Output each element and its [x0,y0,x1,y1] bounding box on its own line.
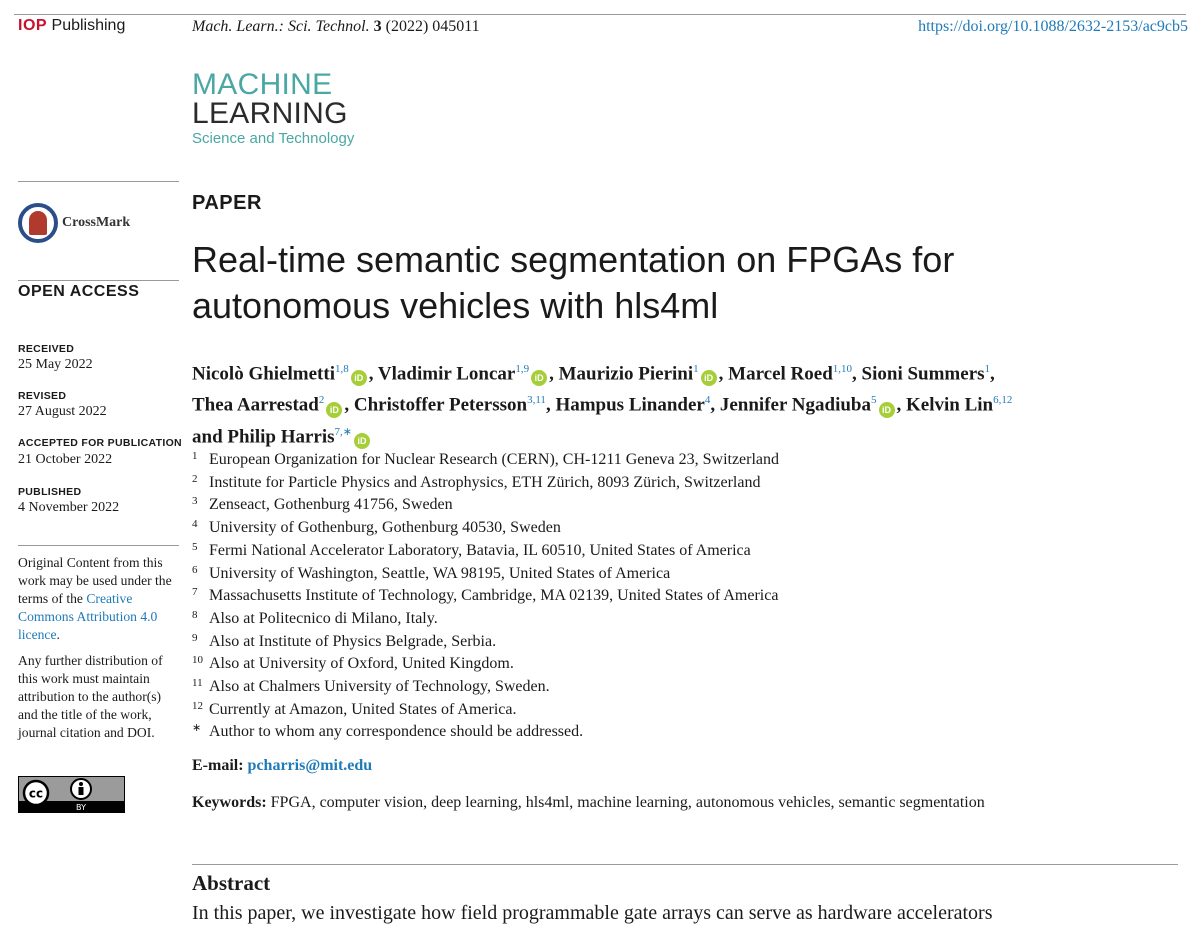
affiliation-text: European Organization for Nuclear Research (CERN), CH-1211 Geneva 23, Switzerland [209,451,780,468]
article-title: Real-time semantic segmentation on FPGAs for autonomous vehicles with hls4ml [192,239,955,326]
author-name[interactable]: Hampus Linander [555,394,705,416]
orcid-icon[interactable]: iD [354,433,370,449]
journal-name: Mach. Learn.: Sci. Technol. [192,18,370,35]
author-name[interactable]: Maurizio Pierini [558,363,694,385]
orcid-icon[interactable]: iD [326,402,342,418]
publisher-logo[interactable] [18,17,125,35]
affiliation-number: 5 [192,540,198,553]
logo-line-3: Science and Technology [192,130,355,147]
orcid-icon[interactable]: iD [879,402,895,418]
affiliation-item [192,472,779,495]
affiliation-item [192,540,779,563]
affiliation-number: 2 [192,472,198,485]
orcid-icon[interactable]: iD [531,370,547,386]
keywords-label: Keywords: [192,794,267,811]
author-name[interactable]: Kelvin Lin [906,394,994,416]
affiliation-text: Currently at Amazon, United States of America. [209,700,517,718]
affiliation-number: 10 [192,654,203,667]
affiliation-item [192,676,779,699]
author-affiliation-marker: 1 [984,363,991,375]
affiliation-text: Zenseact, Gothenburg 41756, Sweden [209,496,453,514]
affiliation-list [192,449,779,744]
affiliation-text: Also at University of Oxford, United Kingdom. [209,655,514,673]
date-value-revised: 27 August 2022 [18,404,107,419]
author-affiliation-marker: 1,9 [515,363,530,375]
affiliation-text: Author to whom any correspondence should be addressed. [209,723,584,741]
date-value-received: 25 May 2022 [18,357,93,372]
affiliation-number: 11 [192,677,203,690]
affiliation-text: Also at Chalmers University of Technology, Sweden. [209,678,550,696]
affiliation-item [192,517,779,540]
keywords-text: FPGA, computer vision, deep learning, hls4ml, machine learning, autonomous vehicles, semantic segmentation [270,794,985,811]
sidebar-rule [18,280,179,281]
author-name[interactable]: Jennifer Ngadiuba [719,394,871,416]
author-affiliation-marker: 5 [871,394,877,407]
crossmark-label: CrossMark [62,215,131,230]
abstract-heading: Abstract [192,871,271,895]
affiliation-number: 3 [192,495,198,508]
author-affiliation-marker: 7,∗ [334,425,352,438]
email-label: E-mail: [192,757,244,774]
sidebar-rule [18,181,179,182]
affiliation-number: 6 [192,563,198,576]
logo-line-2: LEARNING [192,97,348,130]
affiliation-text: University of Gothenburg, Gothenburg 40530, Sweden [209,519,561,537]
date-value-published: 4 November 2022 [18,500,120,515]
date-value-accepted: 21 October 2022 [18,452,113,467]
author-list: Nicolò Ghielmetti$^{1,8}$iD , Vladimir Loncar$^{1,9}$iD , Maurizio Pierini$^1$iD , Marcel Roed$^{1,10}$, Sioni Summers$^1$, Thea Aarrestad$^2$iD , Christoffer Petersson$^{3,11}$, Hampus Linander$^4$, Jennifer Ngadiuba$^5$iD , Kelvin Lin$^{6,12}$ and Philip Harris$^{7,∗}$iD [192,363,1013,447]
affiliation-item [192,608,779,631]
logo-line-1: MACHINE [192,68,333,101]
affiliation-text: Also at Institute of Physics Belgrade, Serbia. [209,632,497,650]
author-affiliation-marker: 1,10 [832,363,853,375]
affiliation-item [192,585,779,608]
journal-volume: 3 [373,18,382,35]
affiliation-item [192,699,779,722]
affiliation-number: 1 [192,450,198,462]
orcid-icon[interactable]: iD [351,370,367,386]
journal-logo [192,70,354,150]
author-affiliation-marker: 6,12 [993,394,1013,407]
publisher-name: Publishing [51,17,126,34]
keywords-line [192,794,985,812]
affiliation-item [192,721,779,744]
header-rule [14,14,1186,15]
by-label: BY [76,803,86,812]
doi-link[interactable]: https://doi.org/10.1088/2632-2153/ac9cb5 [918,18,1188,35]
orcid-icon[interactable]: iD [701,370,717,386]
sidebar-rule [18,545,179,546]
author-affiliation-marker: 1 [693,363,699,375]
affiliation-number: 8 [192,608,198,621]
license-notice: Original Content from this work may be used under the terms of the Creative Commons Attribution 4.0 licence. Any further distribution of this work must maintain attribution to the author(s) and the title of the work, journal citation and DOI. [18,554,183,750]
affiliation-text: University of Washington, Seattle, WA 98195, United States of America [209,564,671,582]
affiliation-number: 4 [192,518,198,531]
email-line [192,757,372,775]
affiliation-text: Institute for Particle Physics and Astrophysics, ETH Zürich, 8093 Zürich, Switzerland [209,473,761,491]
affiliation-item [192,449,779,472]
journal-citation [192,18,480,36]
abstract-rule [192,864,1178,865]
author-name[interactable]: Vladimir Loncar [377,363,516,385]
date-label-revised: REVISED [18,390,67,402]
author-affiliation-marker: 3,11 [527,394,546,407]
affiliation-text: Massachusetts Institute of Technology, Cambridge, MA 02139, United States of America [209,587,779,605]
license-distribution-text: Any further distribution of this work must maintain attribution to the author(s) and the title of the work, journal citation and DOI. [18,653,163,740]
journal-year-issue: (2022) 045011 [385,18,480,35]
author-affiliation-marker: 2 [318,394,325,407]
cc-by-badge[interactable] [18,776,125,813]
author-name[interactable]: Christoffer Petersson [353,394,528,416]
crossmark-badge[interactable] [18,203,130,243]
open-access-label: OPEN ACCESS [18,283,140,300]
author-affiliation-marker: 4 [704,394,711,407]
author-name[interactable]: and Philip Harris [192,425,335,447]
author-affiliation-marker: 1,8 [335,363,349,375]
affiliation-number: 9 [192,631,198,644]
article-type: PAPER [192,192,262,214]
affiliation-number: ∗ [192,722,202,735]
author-name[interactable]: Marcel Roed [728,363,833,385]
author-name[interactable]: Thea Aarrestad [192,394,319,416]
license-text: Original Content from this work may be used under the terms of the [18,555,172,606]
author-name[interactable]: Nicolò Ghielmetti [192,363,335,385]
cc-licence-link[interactable]: Creative Commons Attribution 4.0 licence [18,591,158,642]
email-link[interactable]: pcharris@mit.edu [247,757,373,774]
affiliation-item [192,563,779,586]
affiliation-number: 12 [192,699,203,712]
affiliation-number: 7 [192,586,198,599]
date-label-published: PUBLISHED [18,486,82,498]
cc-icon-text: cc [28,786,44,801]
crossmark-icon [18,203,58,243]
date-label-accepted: ACCEPTED FOR PUBLICATION [18,437,182,449]
affiliation-text: Also at Politecnico di Milano, Italy. [209,609,438,627]
affiliation-text: Fermi National Accelerator Laboratory, Batavia, IL 60510, United States of America [209,541,751,559]
affiliation-item [192,631,779,654]
date-label-received: RECEIVED [18,343,75,355]
abstract-text: In this paper, we investigate how field programmable gate arrays can serve as hardware accelerators [192,902,993,924]
author-name[interactable]: Sioni Summers [861,363,985,385]
affiliation-item [192,653,779,676]
publisher-brand: IOP [18,17,48,34]
affiliation-item [192,494,779,517]
